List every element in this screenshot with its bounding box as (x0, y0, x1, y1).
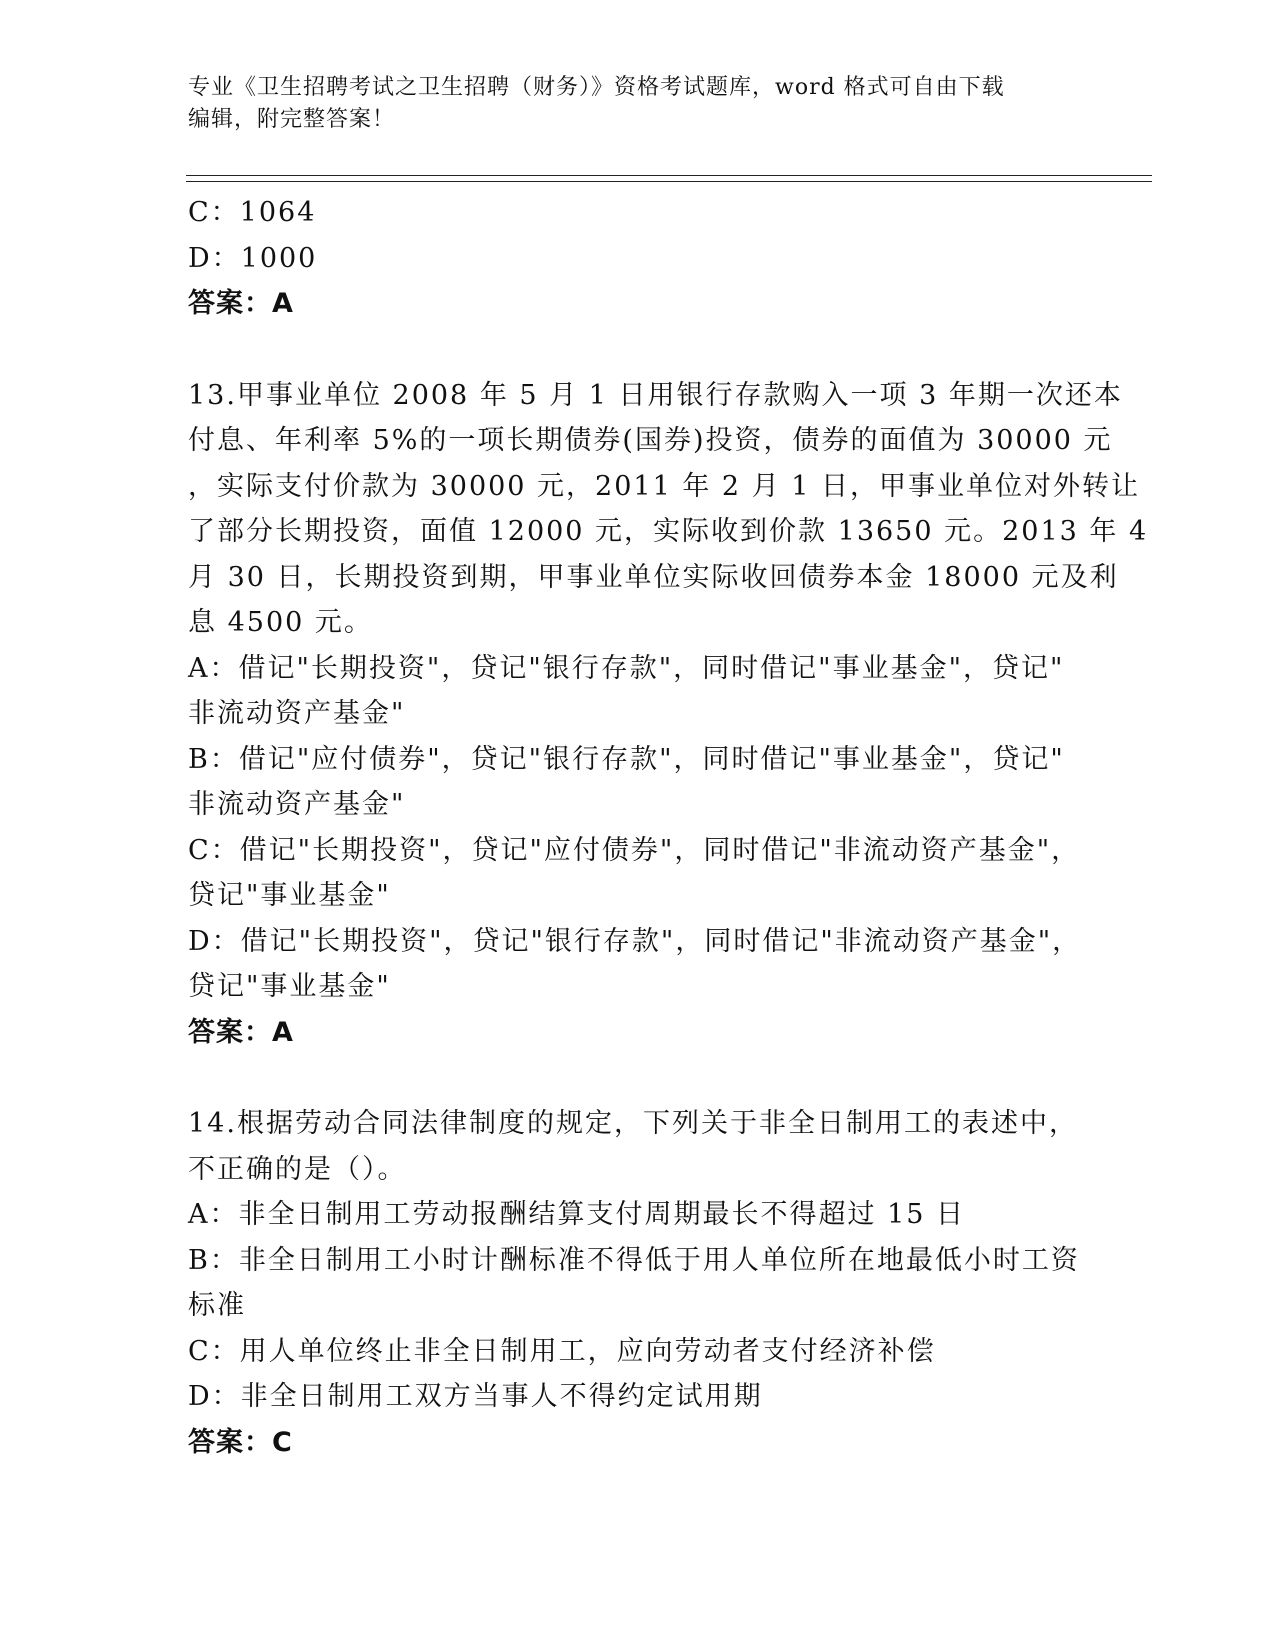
spacer (188, 327, 1088, 373)
header-line-1: 专业《卫生招聘考试之卫生招聘（财务）》资格考试题库，word 格式可自由下载 (188, 75, 1005, 100)
option-b-line: 非流动资产基金" (188, 789, 406, 820)
option-c-line: C：借记"长期投资"，贷记"应付债券"，同时借记"非流动资产基金"， (188, 834, 1081, 866)
question-stem-line: 月 30 日，长期投资到期，甲事业单位实际收回债券本金 18000 元及利 (188, 561, 1119, 593)
option-b-line: 标准 (188, 1290, 246, 1321)
option-d-line: D：非全日制用工双方当事人不得约定试用期 (188, 1381, 763, 1412)
option-b-line: B：借记"应付债券"，贷记"银行存款"，同时借记"事业基金"，贷记" (188, 743, 1065, 775)
document-header (188, 72, 1088, 136)
question-stem-line: 13.甲事业单位 2008 年 5 月 1 日用银行存款购入一项 3 年期一次还本 (188, 379, 1123, 411)
option-b-line: B：非全日制用工小时计酬标准不得低于用人单位所在地最低小时工资 (188, 1244, 1080, 1276)
question-stem-line: ，实际支付价款为 30000 元，2011 年 2 月 1 日，甲事业单位对外转让 (188, 470, 1141, 502)
option-c-line: 贷记"事业基金" (188, 880, 391, 911)
header-divider-bottom (186, 181, 1152, 182)
option-c-line: C：用人单位终止非全日制用工，应向劳动者支付经济补偿 (188, 1335, 936, 1367)
option-a-line: 非流动资产基金" (188, 698, 406, 729)
question-stem-line: 息 4500 元。 (188, 607, 373, 638)
header-line-2: 编辑，附完整答案！ (188, 107, 396, 132)
option-d: D：1000 (188, 242, 318, 274)
question-14 (188, 1101, 1088, 1465)
option-a-line: A：非全日制用工劳动报酬结算支付周期最长不得超过 15 日 (188, 1199, 966, 1230)
answer: 答案：A (188, 1016, 294, 1048)
answer: 答案：C (188, 1426, 293, 1458)
option-c: C：1064 (188, 197, 317, 228)
option-a-line: A：借记"长期投资"，贷记"银行存款"，同时借记"事业基金"，贷记" (188, 652, 1065, 684)
previous-question-tail (188, 190, 1088, 327)
document-body (188, 190, 1149, 1465)
option-d-line: D：借记"长期投资"，贷记"银行存款"，同时借记"非流动资产基金"， (188, 925, 1082, 957)
question-stem-line: 了部分长期投资，面值 12000 元，实际收到价款 13650 元。2013 年 4 (188, 516, 1149, 547)
answer: 答案：A (188, 288, 294, 319)
header-divider-top (186, 175, 1152, 176)
question-stem-line: 14.根据劳动合同法律制度的规定，下列关于非全日制用工的表述中， (188, 1108, 1078, 1139)
question-stem-line: 付息、年利率 5%的一项长期债券(国券)投资，债券的面值为 30000 元 (188, 425, 1113, 456)
spacer (188, 1055, 1088, 1101)
question-stem-line: 不正确的是（）。 (188, 1153, 407, 1185)
option-d-line: 贷记"事业基金" (188, 971, 391, 1002)
question-13 (188, 373, 1149, 1056)
